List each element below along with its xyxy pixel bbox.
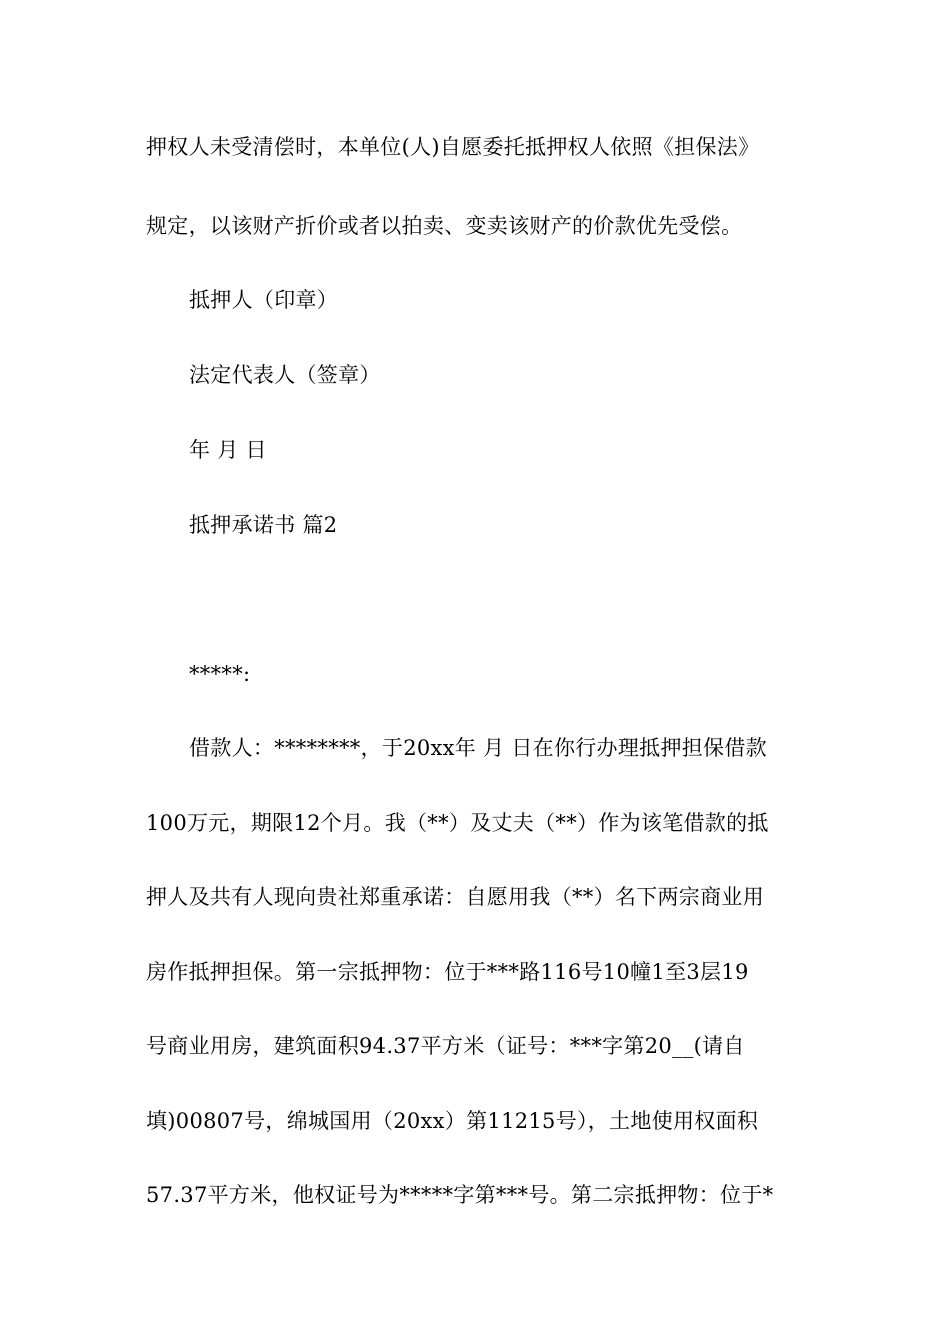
mortgagor-seal-label: 抵押人（印章） xyxy=(189,288,339,312)
paragraph-1-line-1: 押权人未受清偿时，本单位(人)自愿委托抵押权人依照《担保法》 xyxy=(146,135,760,159)
paragraph-1-line-2: 规定，以该财产折价或者以拍卖、变卖该财产的价款优先受偿。 xyxy=(146,214,743,238)
paragraph-2-line-3: 押人及共有人现向贵社郑重承诺：自愿用我（**）名下两宗商业用 xyxy=(146,885,764,909)
salutation: *****: xyxy=(189,662,251,686)
paragraph-2-line-1: 借款人：********，于20xx年 月 日在你行办理抵押担保借款 xyxy=(189,736,767,760)
paragraph-2-line-5: 号商业用房，建筑面积94.37平方米（证号：***字第20__(请自 xyxy=(146,1034,745,1058)
date-line: 年 月 日 xyxy=(189,438,267,462)
section-title: 抵押承诺书 篇2 xyxy=(189,513,338,537)
paragraph-2-line-2: 100万元，期限12个月。我（**）及丈夫（**）作为该笔借款的抵 xyxy=(146,811,769,835)
paragraph-2-line-6: 填)00807号，绵城国用（20xx）第11215号），土地使用权面积 xyxy=(146,1109,759,1133)
paragraph-2-line-4: 房作抵押担保。第一宗抵押物：位于***路116号10幢1至3层19 xyxy=(146,960,749,984)
legal-representative-label: 法定代表人（签章） xyxy=(189,363,381,387)
paragraph-2-line-7: 57.37平方米，他权证号为*****字第***号。第二宗抵押物：位于* xyxy=(146,1183,774,1207)
